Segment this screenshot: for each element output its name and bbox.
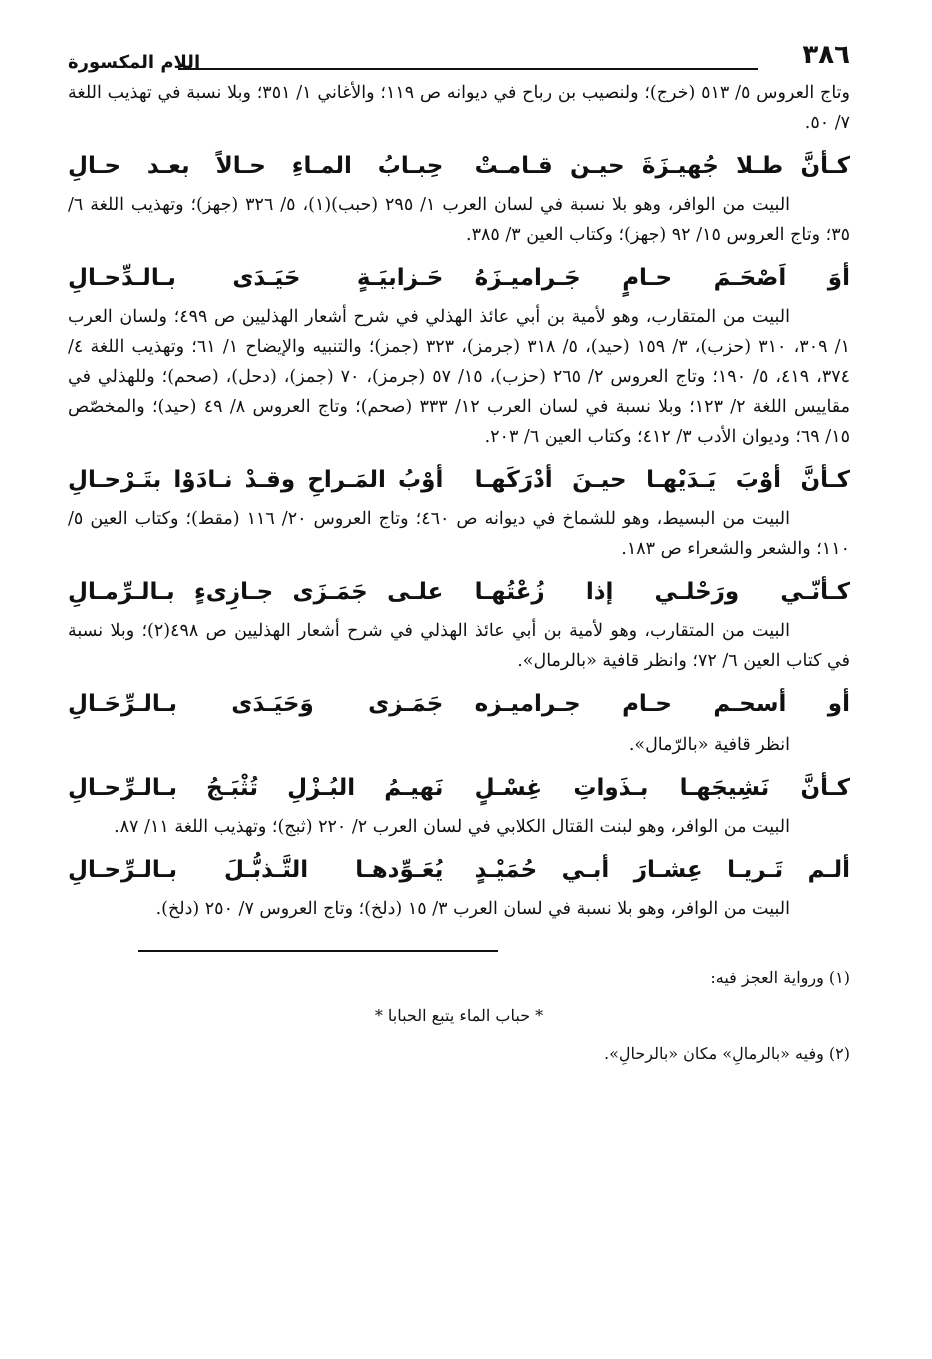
page-number: ٣٨٦ bbox=[802, 40, 850, 70]
footnote-2: (٢) وفيه «بالرمالِ» مكان «بالرحالِ». bbox=[603, 1044, 850, 1063]
verse-line bbox=[68, 768, 850, 808]
paragraph: البيت من البسيط، وهو للشماخ في ديوانه ص ٤٦٠؛ وتاج العروس ٢٠/ ١١٦ (مقط)؛ وكتاب العين ٥/ ١١٠؛ والشعر والشعراء ص ١٨٣. bbox=[68, 509, 850, 559]
paragraph: البيت من الوافر، وهو لبنت القتال الكلابي في لسان العرب ٢/ ٢٢٠ (ثبج)؛ وتهذيب اللغة ١١/ ٨٧. bbox=[114, 817, 790, 837]
paragraph: البيت من الوافر، وهو بلا نسبة في لسان العرب ١/ ٢٩٥ (حبب)(١)، ٥/ ٣٢٦ (جهز)؛ وتهذيب اللغة ٦/ ٣٥؛ وتاج العروس ١٥/ ٩٢ (جهز)؛ وكتاب العين ٣/ ٣٨٥. bbox=[68, 195, 850, 245]
verse-second-hemistich: أوْبُ المَـراحِ وقـدْ نـادَوْا بتَـرْحـالِ bbox=[68, 467, 444, 493]
verse-first-hemistich: كـأنّـي ورَحْلـي إذا زُعْتُهـا bbox=[474, 579, 850, 605]
paragraph: البيت من المتقارب، وهو لأمية بن أبي عائذ الهذلي في شرح أشعار الهذليين ص ٤٩٨(٢)؛ وبلا نسبة في كتاب العين ٦/ ٧٢؛ وانظر قافية «بالرمال». bbox=[68, 621, 850, 671]
verse-first-hemistich: أو أسحـم حـام جـراميـزه bbox=[474, 691, 850, 717]
verse-second-hemistich: علـى جَمَـزَى جـازِىءٍ بـالـرِّمـالِ bbox=[68, 579, 444, 605]
cross-reference-note: انظر قافية «بالرّمال». bbox=[628, 735, 790, 755]
paragraph: البيت من الوافر، وهو بلا نسبة في لسان العرب ٣/ ١٥ (دلخ)؛ وتاج العروس ٧/ ٢٥٠ (دلخ). bbox=[155, 899, 790, 919]
running-title: اللام المكسورة bbox=[68, 52, 201, 73]
verse-second-hemistich: حِبـابُ المـاءِ حـالاً بعـد حـالِ bbox=[68, 153, 444, 179]
verse-first-hemistich: أوَ اَصْحَـمَ حـامٍ جَـراميـزَهُ bbox=[474, 265, 850, 291]
verse-second-hemistich: جَمَـزى وَحَيَـدَى بـالـرِّحَـالِ bbox=[68, 691, 444, 717]
page-content bbox=[68, 78, 850, 924]
page-header bbox=[68, 38, 850, 78]
header-rule bbox=[178, 68, 758, 70]
footnote-rule bbox=[138, 950, 498, 952]
verse-line bbox=[68, 146, 850, 186]
paragraph: البيت من المتقارب، وهو لأمية بن أبي عائذ الهذلي في شرح أشعار الهذليين ص ٤٩٩؛ ولسان العرب ١/ ٣٠٩، ٣١٠ (حزب)، ٣/ ١٥٩ (حيد)، ٥/ ٣١٨ (جرمز)، ٣٢٣ (جمز)؛ والتنبيه والإيضاح ١/ ٦١؛ وتهذيب اللغة ٤/ ٣٧٤، ٤١٩، ٥/ ١٩٠؛ وتاج العروس ٢/ ٢٦٥ (حزب)، ١٥/ ٥٧ (جرمز)، ٧٠ (جمز)، (دحل)، (صحم)؛ وللهذلي في مقاييس اللغة ٢/ ١٢٣؛ وبلا نسبة في لسان العرب ١٢/ ٣٣٣ (صحم)؛ وتاج العروس ٨/ ٤٩ (حيد)؛ والمخصّص ١٥/ ٦٩؛ وديوان الأدب ٣/ ٤١٢؛ وكتاب العين ٦/ ٢٠٣. bbox=[68, 307, 851, 447]
paragraph: وتاج العروس ٥/ ٥١٣ (خرج)؛ ولنصيب بن رباح في ديوانه ص ١١٩؛ والأغاني ١/ ٣٥١؛ وبلا نسبة في تهذيب اللغة ٧/ ٥٠. bbox=[68, 83, 850, 133]
verse-second-hemistich: نَهيـمُ البُـزْلِ تُثْبَـجُ بـالـرِّحـالِ bbox=[68, 775, 444, 801]
footnote-1-verse: * حباب الماء يتبع الحبابا * bbox=[374, 1006, 544, 1025]
verse-line bbox=[68, 684, 850, 724]
book-page bbox=[68, 38, 850, 1070]
verse-line bbox=[68, 258, 850, 298]
footnotes bbox=[68, 964, 850, 1068]
verse-second-hemistich: يُعَـوِّدهـا التَّـذبُّـلَ بـالـرِّحـالِ bbox=[68, 857, 444, 883]
verse-second-hemistich: حَـزابيَـةٍ حَيَـدَى بـالـدِّحـالِ bbox=[68, 265, 444, 291]
verse-first-hemistich: كـأنَّ أوْبَ يَـدَيْهـا حيـنَ أدْرَكَهـا bbox=[474, 467, 850, 493]
verse-first-hemistich: كـأنَّ نَشِيجَهـا بـذَواتِ غِسْـلٍ bbox=[474, 775, 850, 801]
verse-line bbox=[68, 850, 850, 890]
verse-first-hemistich: كـأنَّ طـلا جُهيـزَةَ حيـن قـامـتْ bbox=[474, 153, 850, 179]
verse-line bbox=[68, 460, 850, 500]
footnote-1: (١) ورواية العجز فيه: bbox=[710, 968, 850, 987]
verse-line bbox=[68, 572, 850, 612]
verse-first-hemistich: ألـم تَـريـا عِشـارَ أبـي حُمَيْـدٍ bbox=[474, 857, 850, 883]
